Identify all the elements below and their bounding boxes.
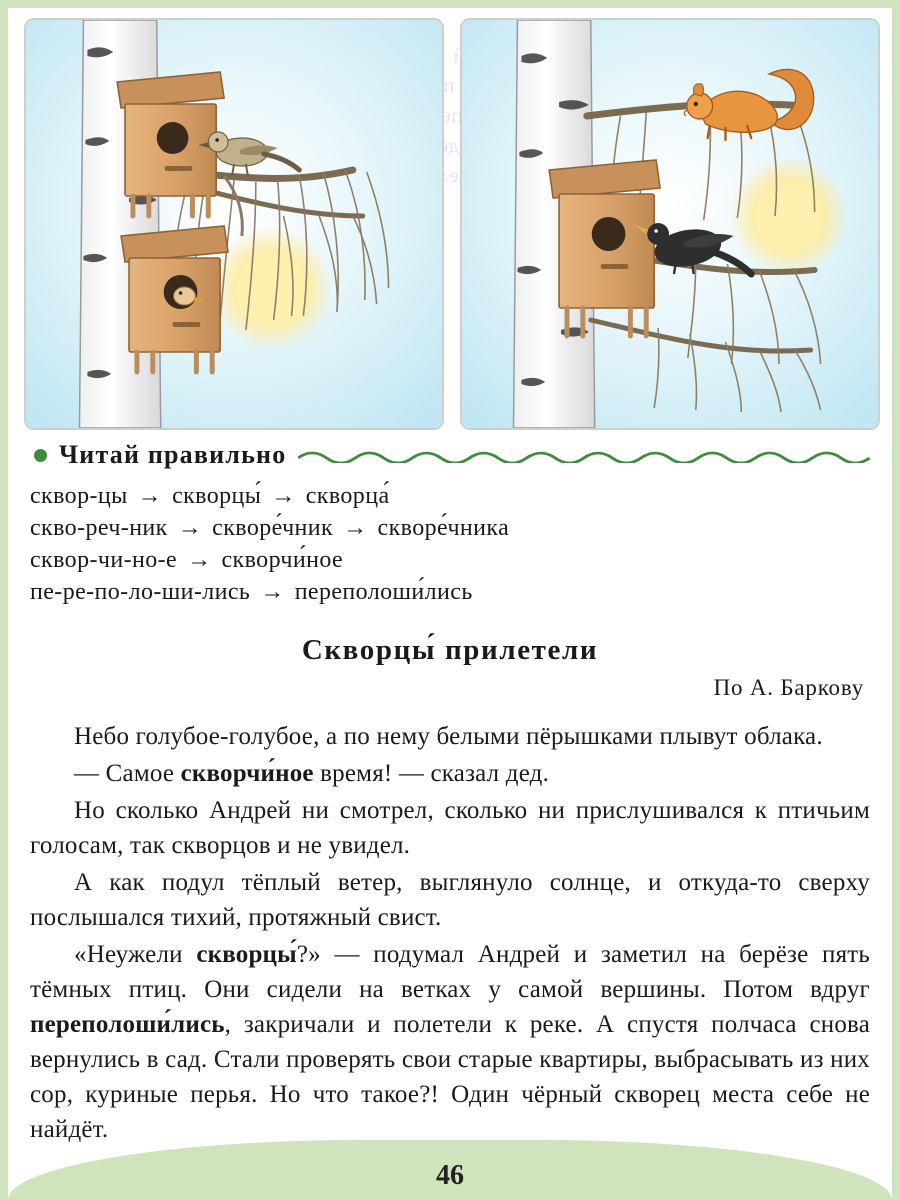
- syllable-word: скво-реч-ник: [30, 515, 168, 541]
- illustration-row: [24, 18, 880, 428]
- page-number: 46: [436, 1160, 464, 1191]
- paragraph-4: [30, 865, 870, 935]
- bleed-through-text: капель: [427, 163, 491, 187]
- emphasized-word: скворцы́: [196, 941, 297, 968]
- syllable-word: скворчи́ное: [221, 547, 344, 573]
- arrow-icon: →: [187, 547, 212, 573]
- read-correctly-label: Читай правильно: [59, 440, 287, 469]
- page-border-left: [0, 0, 8, 1200]
- page-border-top: [0, 0, 900, 8]
- syllable-word: переполоши́лись: [294, 579, 473, 605]
- arrow-icon: →: [177, 515, 203, 541]
- syllable-word: сквор-цы: [30, 483, 128, 509]
- syllable-line-1: [30, 480, 870, 512]
- paragraph-text: время! — сказал дед.: [313, 760, 550, 787]
- paragraph-5: [30, 937, 870, 1147]
- paragraph-3: [30, 793, 870, 863]
- paragraph-2: [30, 756, 870, 791]
- syllable-word: скворе́чник: [212, 515, 334, 541]
- syllable-line-3: [30, 544, 870, 576]
- story-body: [30, 719, 870, 1147]
- paragraph-1: [30, 719, 870, 754]
- syllable-word: пе-ре-по-ло-ши-лись: [30, 579, 251, 605]
- syllable-word: скворе́чника: [377, 515, 510, 541]
- paragraph-text: Небо голубое-голубое, а по нему белыми пёрышками плывут облака.: [74, 723, 823, 750]
- page-content: [30, 440, 870, 1149]
- read-correctly-heading: [30, 440, 870, 470]
- story-title: Скворцы́ прилетели: [301, 634, 599, 666]
- emphasized-word: переполоши́лись: [30, 1011, 225, 1038]
- emphasized-word: скворчи́ное: [180, 760, 314, 787]
- syllable-word: скворца́: [305, 483, 390, 509]
- paragraph-text: А как подул тёплый ветер, выглянуло солнце, и откуда-то сверху послышался тихий, протяжный свист.: [30, 869, 870, 931]
- paragraph-text: — Самое: [74, 760, 181, 787]
- syllable-word: сквор-чи-но-е: [30, 547, 178, 573]
- syllable-line-4: [30, 576, 870, 608]
- arrow-icon: →: [343, 515, 368, 541]
- illustration-birdhouse-with-bird: [24, 18, 444, 430]
- paragraph-text: ?» — подумал Андрей и заметил на берёзе пять тёмных птиц. Они сидели на ветках у самой вершины. Потом вдруг: [30, 941, 870, 1003]
- arrow-icon: →: [260, 579, 285, 605]
- syllable-line-2: [30, 512, 870, 544]
- squiggle-divider-icon: [298, 447, 870, 463]
- arrow-icon: →: [271, 483, 296, 509]
- paragraph-text: Но сколько Андрей ни смотрел, сколько ни прислушивался к птичьим голосам, так скворцов и не увидел.: [30, 797, 870, 859]
- syllable-list: [30, 480, 870, 608]
- page-border-right: [892, 0, 900, 1200]
- paragraph-text: , закричали и полетели к реке. А спустя полчаса снова вернулись в сад. Стали проверять свои старые квартиры, выбрасывать из них сор, куриные перья. Но что такое?! Один чёрный скворец места себе не найдёт.: [30, 1011, 870, 1143]
- arrow-icon: →: [137, 483, 163, 509]
- story-byline: По А. Баркову: [713, 675, 864, 700]
- syllable-word: скворцы́: [172, 483, 262, 509]
- bullet-icon: [34, 449, 47, 462]
- paragraph-text: «Неужели: [74, 941, 197, 968]
- illustration-birdhouse-with-squirrel-and-starling: [460, 18, 880, 430]
